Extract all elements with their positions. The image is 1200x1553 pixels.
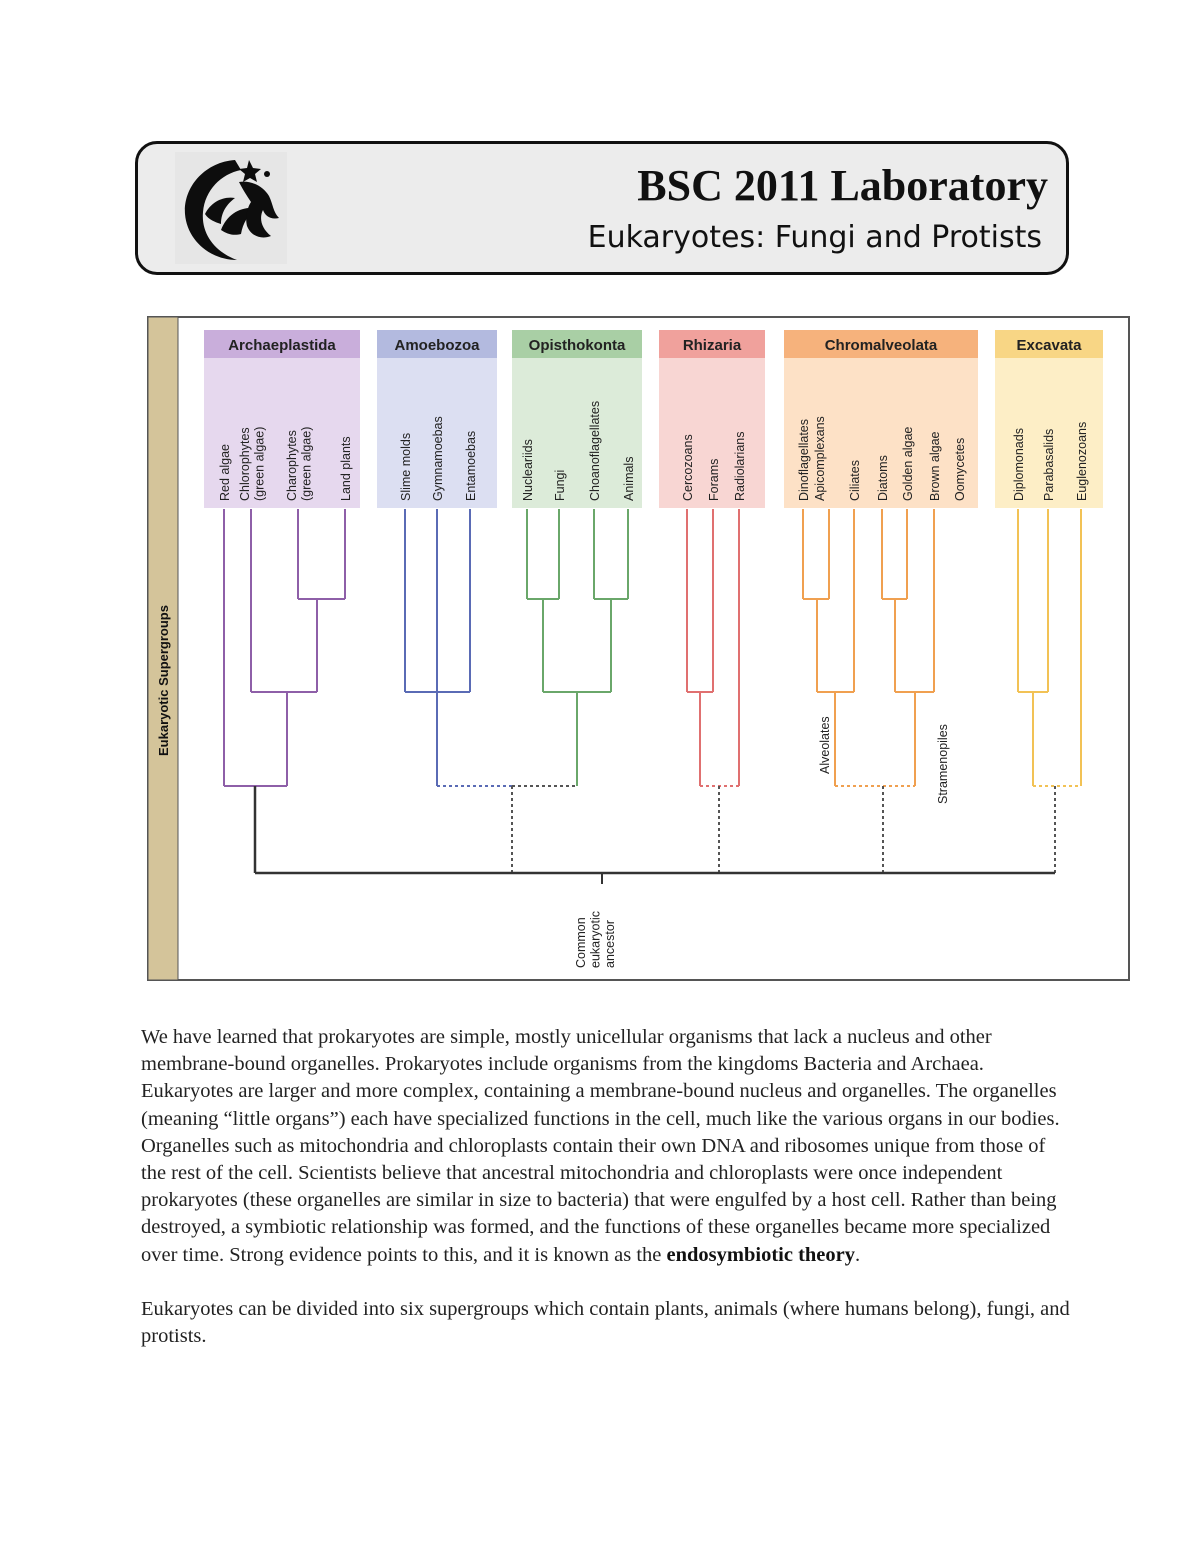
group-name: Amoebozoa [394,337,480,354]
taxon-label: Oomycetes [953,437,967,501]
taxon-label: Diplomonads [1012,428,1026,501]
phylogeny-svg [147,316,1130,981]
taxon-label: Brown algae [928,431,942,501]
pegasus-logo-icon [175,152,287,264]
taxon-label: Euglenozoans [1075,421,1089,501]
taxon-label: Fungi [553,469,567,501]
endosymbiotic-theory-term: endosymbiotic theory [666,1243,856,1266]
group-name: Chromalveolata [824,337,938,354]
clade-label-alveolates: Alveolates [818,716,832,774]
taxon-label: Slime molds [399,432,413,501]
paragraph-2: Eukaryotes can be divided into six supergroups which contain plants, animals (where humans belong), fungi, and protists. [141,1297,1070,1348]
taxon-label: Cercozoans [681,434,695,501]
taxon-label: Gymnamoebas [431,416,445,501]
taxon-label: Animals [622,456,636,501]
taxon-label: Charophytes(green algae) [285,426,314,501]
taxon-label: Land plants [339,436,353,501]
taxon-label: Chlorophytes(green algae) [238,426,267,501]
taxon-label: Forams [707,458,721,501]
page-subtitle: Eukaryotes: Fungi and Protists [587,220,1042,255]
taxon-label: Apicomplexans [813,416,827,501]
paragraph-1 [141,1024,1071,1269]
taxon-label: Entamoebas [464,430,478,501]
paragraph-1-text: We have learned that prokaryotes are simple, mostly unicellular organisms that lack a nucleus and other membrane-bound organelles. Prokaryotes include organisms from the kingdoms Bacteria and Archaea. Eukaryotes are larger and more complex, containing a membrane-bound nucleus and organelles. The organelles (meaning “little organs”) each have specialized functions in the cell, much like the various organs in our bodies. Organelles such as mitochondria and chloroplasts contain their own DNA and ribosomes unique from those of the rest of the cell. Scientists believe that ancestral mitochondria and chloroplasts were once independent prokaryotes (these organelles are similar in size to bacteria) that were engulfed by a host cell. Rather than being destroyed, a symbiotic relationship was formed, and the functions of these organelles became more specialized over time. Strong evidence points to this, and it is known as the [141,1026,1060,1266]
clade-label-stramenopiles: Stramenopiles [936,724,950,804]
taxon-label: Red algae [218,444,232,501]
taxon-label: Ciliates [848,460,862,501]
taxon-label: Parabasalids [1042,428,1056,501]
taxon-label: Nucleariids [521,439,535,501]
taxon-label: Dinoflagellates [797,419,811,501]
paragraph-1-end: . [855,1243,861,1266]
root-label: Commoneukaryoticancestor [574,911,617,968]
group-name: Archaeplastida [228,337,336,354]
group-name: Rhizaria [682,337,742,354]
page-title: BSC 2011 Laboratory [637,161,1048,210]
eukaryote-phylogeny-diagram [147,316,1130,981]
group-name: Opisthokonta [528,337,626,354]
taxon-label: Diatoms [876,455,890,501]
side-label: Eukaryotic Supergroups [156,605,171,756]
taxon-label: Choanoflagellates [588,400,602,501]
taxon-label: Golden algae [901,426,915,501]
group-name: Excavata [1016,337,1082,354]
taxon-label: Radiolarians [733,431,747,501]
body-text [141,1024,1071,1377]
